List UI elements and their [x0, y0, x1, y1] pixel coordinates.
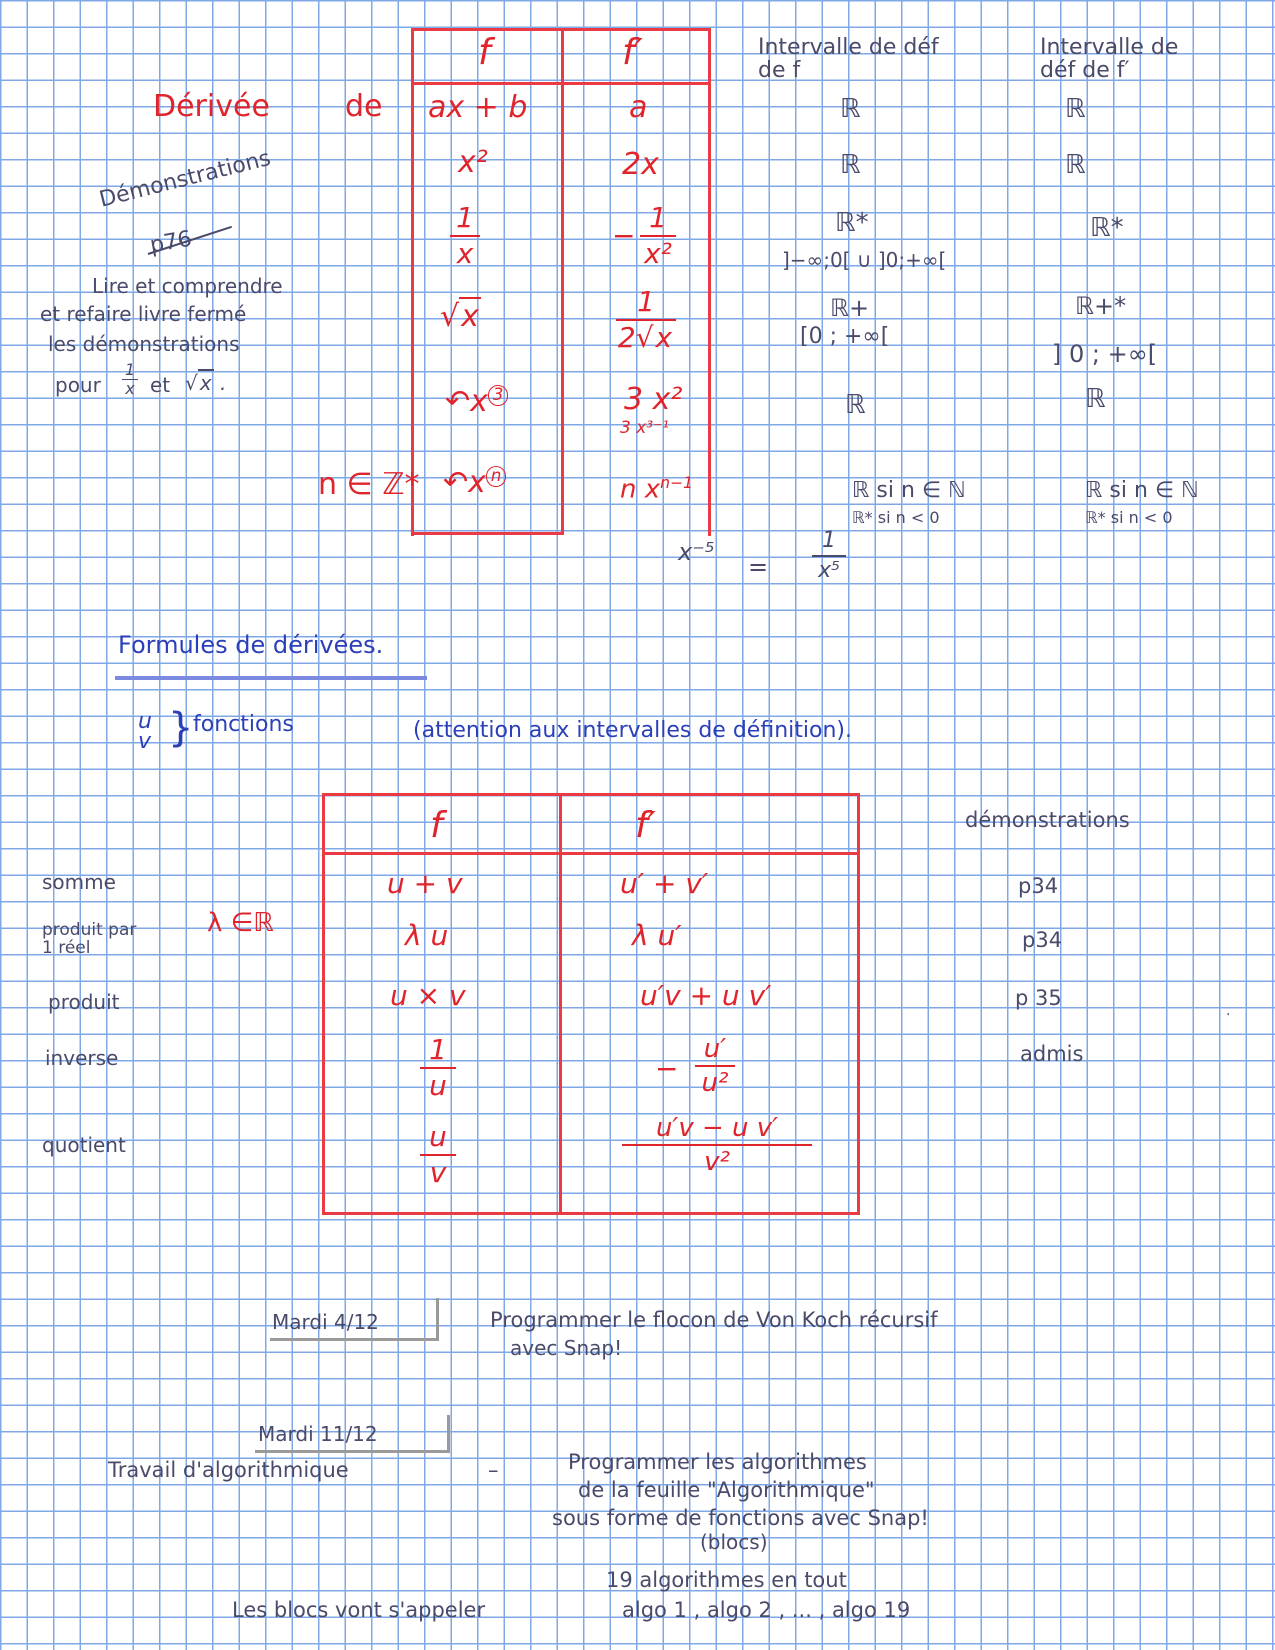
agenda-2-left: Travail d'algorithmique [108, 1458, 349, 1482]
agenda-2-last-right: algo 1 , algo 2 , ... , algo 19 [622, 1598, 911, 1622]
x5-frac: 1 x⁵ [812, 530, 846, 582]
t1-f-sqrt: √x [440, 299, 479, 334]
t1-fp-inverse-sign: − [612, 219, 636, 252]
t1-f-square: x² [458, 145, 488, 180]
table2-header-line [322, 852, 860, 855]
t1-f-affine: ax + b [428, 90, 528, 125]
stray-dot: · [1226, 1007, 1231, 1023]
int-f-8: ℝ* si n < 0 [852, 508, 940, 527]
int-f-0: ℝ [840, 94, 861, 124]
t1-fp-cube: 3 x² [624, 382, 683, 417]
formulas-attention: (attention aux intervalles de définition). [413, 718, 852, 743]
formulas-brace: } [168, 705, 194, 751]
formulas-uv: u v [138, 709, 152, 754]
agenda-1-date-rule [436, 1298, 439, 1341]
demos-title: Démonstrations [96, 145, 274, 213]
int-fp-2: ℝ* [1090, 213, 1124, 243]
agenda-2-date: Mardi 11/12 [258, 1422, 378, 1446]
int-f-1: ℝ [840, 150, 861, 180]
t1-fp-sqrt: 1 2√x [616, 288, 676, 352]
t1-f-power: ↶x n [443, 466, 506, 498]
t1-f-cube: ↶x 3 [445, 385, 508, 417]
t2-demo-somme: p34 [1018, 874, 1059, 898]
t2-label-inverse: inverse [45, 1046, 119, 1070]
t1-fp-square: 2x [622, 147, 659, 182]
t2-demo-produit: p 35 [1015, 986, 1062, 1010]
int-fp-5: ℝ [1085, 384, 1106, 414]
t2-fp-somme: u′ + v′ [620, 867, 709, 900]
agenda-2-date-rule [447, 1415, 450, 1453]
t1-f-inverse: 1 x [450, 204, 480, 268]
t2-label-somme: somme [42, 870, 116, 894]
interval-heading-fp: Intervalle de déf de f′ [1040, 35, 1179, 84]
demos-sqrt: √ x . [185, 371, 227, 395]
int-f-2: ℝ* [835, 208, 869, 238]
table1-header-f: f [478, 32, 491, 73]
int-fp-3: ℝ+* [1075, 292, 1127, 320]
formulas-fonctions: fonctions [193, 712, 294, 737]
t1-fp-cube-note: 3 x³⁻¹ [620, 418, 669, 438]
x5-lhs: x⁻⁵ [678, 538, 715, 566]
agenda-2-line-1: Programmer les algorithmes [568, 1450, 867, 1474]
int-f-4: ℝ+ [830, 294, 870, 322]
demos-line-2: et refaire livre fermé [40, 302, 247, 326]
agenda-2-dash: – [488, 1458, 499, 1482]
agenda-2-date-underline [255, 1450, 449, 1453]
t1-fp-inverse: 1 x² [640, 204, 676, 268]
table1-header-fprime: f′ [622, 32, 643, 73]
demos-line-3: les démonstrations [48, 332, 240, 356]
demos-frac: 1 x [122, 362, 138, 397]
t2-fp-produit: u′v + u v′ [640, 979, 772, 1012]
agenda-2-last-left: Les blocs vont s'appeler [232, 1598, 486, 1622]
table1-divider [561, 28, 564, 533]
t2-label-produit: produit [48, 990, 120, 1014]
demos-line-1: Lire et comprendre [92, 274, 283, 298]
table1-header-line [411, 82, 711, 85]
t2-fp-inverse-sign: − [655, 1052, 679, 1085]
t1-fp-power: n $x^{n-1}$ [620, 474, 694, 505]
t2-fp-quotient: u′v − u v′ v² [622, 1115, 812, 1175]
demos-et: et [150, 373, 171, 397]
int-fp-1: ℝ [1065, 150, 1086, 180]
int-f-7: ℝ si n ∈ ℕ [852, 478, 966, 503]
table1-bottom-line [411, 532, 564, 535]
label-derivee: Dérivée [153, 89, 270, 124]
interval-heading-f: Intervalle de déf de f [758, 35, 939, 84]
table2-header-fprime: f′ [635, 805, 656, 846]
int-fp-7: ℝ* si n < 0 [1085, 508, 1173, 527]
t2-f-produit: u × v [390, 979, 466, 1012]
label-de: de [345, 89, 383, 124]
t2-fp-inverse: u′ u² [695, 1036, 735, 1096]
t2-label-produit-reel: produit par 1 réel [42, 920, 137, 958]
int-fp-6: ℝ si n ∈ ℕ [1085, 478, 1199, 503]
agenda-2-line-5: 19 algorithmes en tout [606, 1568, 847, 1592]
t2-label-quotient: quotient [42, 1133, 126, 1157]
table2-divider [559, 793, 562, 1215]
table2-lambda-note: λ ∈ℝ [207, 908, 274, 938]
agenda-2-line-4: (blocs) [700, 1530, 768, 1554]
demos-line-4: pour [55, 373, 101, 397]
formulas-title: Formules de dérivées. [118, 631, 384, 659]
int-f-6: ℝ [845, 390, 866, 420]
t1-n-condition: n ∈ ℤ* [318, 467, 420, 502]
agenda-1-text: Programmer le flocon de Von Koch récursif [490, 1308, 938, 1332]
t2-f-quotient: u v [420, 1123, 456, 1187]
int-f-3: ]−∞;0[ ∪ ]0;+∞[ [782, 248, 947, 272]
t2-demo-produit-reel: p34 [1022, 928, 1063, 952]
demos-page: p76 [148, 226, 194, 259]
agenda-1-date-underline [270, 1338, 438, 1341]
table2-demos-header: démonstrations [965, 808, 1130, 832]
agenda-2-line-2: de la feuille "Algorithmique" [578, 1478, 875, 1502]
agenda-2-line-3: sous forme de fonctions avec Snap! [552, 1506, 929, 1530]
t2-f-inverse: 1 u [420, 1036, 456, 1100]
table2-header-f: f [430, 805, 443, 846]
x5-eq: = [748, 553, 769, 581]
t1-fp-affine: a [629, 90, 648, 125]
t2-fp-produit-reel: λ u′ [632, 919, 682, 952]
int-f-5: [0 ; +∞[ [800, 324, 890, 349]
int-fp-4: ] 0 ; +∞[ [1052, 340, 1158, 368]
agenda-1-text2: avec Snap! [510, 1336, 623, 1360]
int-fp-0: ℝ [1065, 94, 1086, 124]
t2-demo-inverse: admis [1020, 1042, 1084, 1066]
t2-f-somme: u + v [387, 867, 463, 900]
agenda-1-date: Mardi 4/12 [272, 1310, 379, 1334]
formulas-underline [115, 676, 427, 680]
t2-f-produit-reel: λ u [405, 919, 449, 952]
